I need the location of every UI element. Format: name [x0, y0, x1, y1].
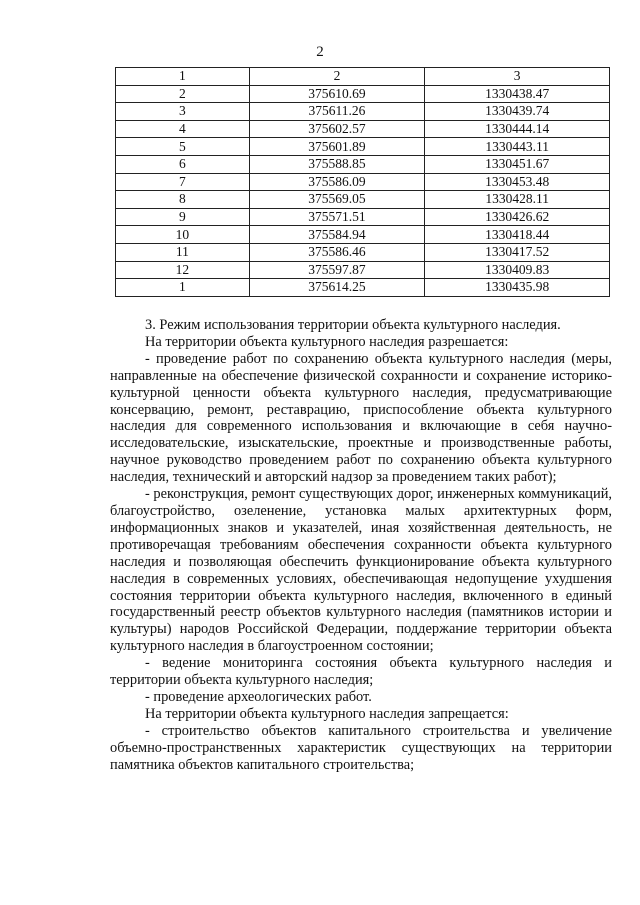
coord-x: 375610.69	[249, 85, 425, 103]
coord-x: 375586.09	[249, 173, 425, 191]
point-number: 4	[116, 120, 250, 138]
table-row	[116, 103, 610, 121]
table-row	[116, 173, 610, 191]
point-number: 9	[116, 208, 250, 226]
paragraph-prohibited-item: - строительство объектов капитального строительства и увеличение объемно-пространственных характеристик существующих на территории памятника объектов капитального строительства;	[110, 722, 612, 773]
point-number: 5	[116, 138, 250, 156]
table-row	[116, 85, 610, 103]
coord-y: 1330443.11	[425, 138, 610, 156]
table-row	[116, 120, 610, 138]
page-number: 2	[316, 44, 324, 60]
coord-x: 375588.85	[249, 155, 425, 173]
table-header-row	[116, 68, 610, 86]
table-row	[116, 243, 610, 261]
coord-y: 1330417.52	[425, 243, 610, 261]
coord-y: 1330439.74	[425, 103, 610, 121]
coord-x: 375614.25	[249, 279, 425, 297]
coord-y: 1330453.48	[425, 173, 610, 191]
coord-x: 375584.94	[249, 226, 425, 244]
coord-y: 1330435.98	[425, 279, 610, 297]
table-row	[116, 279, 610, 297]
coord-x: 375571.51	[249, 208, 425, 226]
table-row	[116, 208, 610, 226]
coord-x: 375611.26	[249, 103, 425, 121]
paragraph-allowed-item: - проведение археологических работ.	[145, 688, 372, 705]
coordinates-table	[115, 67, 610, 297]
point-number: 7	[116, 173, 250, 191]
paragraph-prohibited-intro: На территории объекта культурного наследия запрещается:	[145, 705, 509, 722]
table-row	[116, 226, 610, 244]
coord-x: 375586.46	[249, 243, 425, 261]
table-header-cell: 2	[249, 68, 425, 86]
paragraph-allowed-item: - проведение работ по сохранению объекта культурного наследия (меры, направленные на обеспечение физической сохранности и сохранение историко-культурной ценности объекта культурного наследия, предусматривающие консервацию, ремонт, реставрацию, приспособление объекта культурного наследия для современного использования и включающие в себя научно-исследовательские, изыскательские, проектные и производственные работы, научное руководство проведением работ по сохранению объекта культурного наследия, технический и авторский надзор за проведением таких работ);	[110, 350, 612, 486]
table-row	[116, 155, 610, 173]
table-header-cell: 3	[425, 68, 610, 86]
coord-y: 1330409.83	[425, 261, 610, 279]
coord-y: 1330428.11	[425, 191, 610, 209]
coord-y: 1330451.67	[425, 155, 610, 173]
point-number: 10	[116, 226, 250, 244]
point-number: 12	[116, 261, 250, 279]
point-number: 8	[116, 191, 250, 209]
table-row	[116, 261, 610, 279]
document-body	[110, 317, 612, 773]
coord-x: 375601.89	[249, 138, 425, 156]
coord-y: 1330418.44	[425, 226, 610, 244]
coord-x: 375569.05	[249, 191, 425, 209]
coord-x: 375602.57	[249, 120, 425, 138]
paragraph-allowed-item: - реконструкция, ремонт существующих дорог, инженерных коммуникаций, благоустройство, озеленение, установка малых архитектурных форм, информационных знаков и указателей, иная хозяйственная деятельность, не противоречащая требованиям обеспечения сохранности объекта культурного наследия и позволяющая обеспечить функционирование объекта культурного наследия в современных условиях, обеспечивающая недопущение ухудшения состояния территории объекта культурного наследия, включенного в единый государственный реестр объектов культурного наследия (памятников истории и культуры) народов Российской Федерации, поддержание территории объекта культурного наследия в благоустроенном состоянии;	[110, 486, 612, 655]
table-row	[116, 138, 610, 156]
coord-y: 1330444.14	[425, 120, 610, 138]
coord-y: 1330426.62	[425, 208, 610, 226]
section-heading: 3. Режим использования территории объекта культурного наследия.	[145, 317, 561, 333]
paragraph-allowed-item: - ведение мониторинга состояния объекта культурного наследия и территории объекта культурного наследия;	[110, 655, 612, 689]
coord-y: 1330438.47	[425, 85, 610, 103]
point-number: 3	[116, 103, 250, 121]
point-number: 11	[116, 243, 250, 261]
coord-x: 375597.87	[249, 261, 425, 279]
point-number: 1	[116, 279, 250, 297]
table-header-cell: 1	[116, 68, 250, 86]
point-number: 2	[116, 85, 250, 103]
point-number: 6	[116, 155, 250, 173]
paragraph-allowed-intro: На территории объекта культурного наследия разрешается:	[145, 333, 509, 350]
table-row	[116, 191, 610, 209]
